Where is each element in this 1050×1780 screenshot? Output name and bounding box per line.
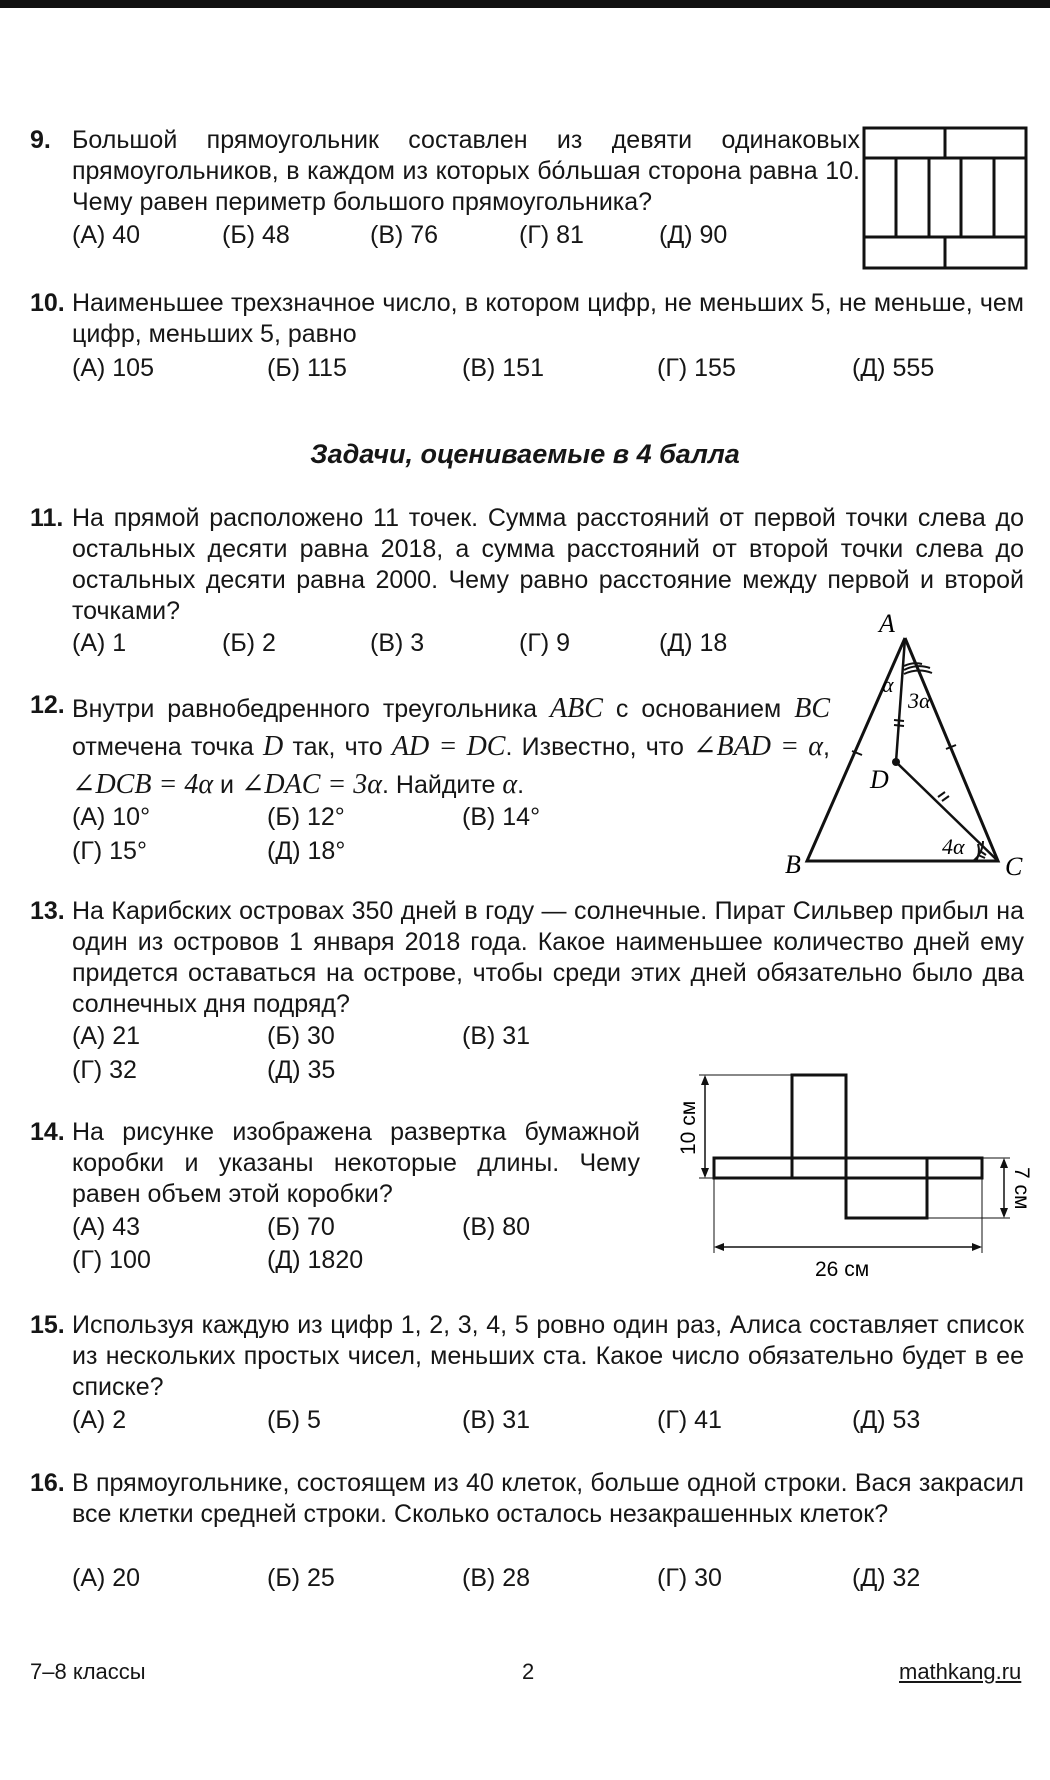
- label-3alpha: 3α: [908, 688, 931, 713]
- top-border: [0, 0, 1050, 8]
- answer-a[interactable]: (А) 43: [72, 1213, 141, 1241]
- footer-page-number: 2: [522, 1659, 535, 1684]
- answer-options: [72, 1021, 1050, 1052]
- label-26cm: 26 см: [815, 1258, 870, 1281]
- point-d-dot: [892, 758, 900, 766]
- answer-d[interactable]: (Г) 155: [657, 354, 736, 382]
- problem-text: В прямоугольнике, состоящем из 40 клеток, больше одной строки. Вася закрасил все клетки средней строки. Сколько осталось незакрашенных клеток?: [72, 1469, 1024, 1528]
- label-4alpha: 4α: [942, 834, 965, 859]
- answer-c[interactable]: (В) 76: [370, 221, 439, 249]
- label-a: A: [879, 609, 895, 638]
- answer-b[interactable]: (Б) 30: [267, 1022, 335, 1050]
- answer-a[interactable]: (А) 105: [72, 354, 154, 382]
- answer-b[interactable]: (Б) 25: [267, 1564, 335, 1592]
- problem-number: 16.: [30, 1469, 65, 1497]
- answer-c[interactable]: (В) 3: [370, 629, 425, 657]
- answer-b[interactable]: (Б) 48: [222, 221, 290, 249]
- footer-site-link[interactable]: mathkang.ru: [899, 1659, 1022, 1684]
- problem-number: 15.: [30, 1311, 65, 1339]
- problem-text: На прямой расположено 11 точек. Сумма расстояний от первой точки слева до остальных десяти равна 2018, а сумма расстояний от второй точки слева до остальных десяти равна 2000. Чему равно расстояние между первой и второй точками?: [72, 504, 1024, 625]
- triangle-figure: [780, 608, 1040, 880]
- answer-e[interactable]: (Д) 1820: [267, 1246, 364, 1274]
- answer-e[interactable]: (Д) 53: [852, 1406, 921, 1434]
- answer-d[interactable]: (Г) 15°: [72, 837, 147, 865]
- answer-c[interactable]: (В) 28: [462, 1564, 531, 1592]
- problem-text: Наименьшее трехзначное число, в котором цифр, не меньших 5, не меньше, чем цифр, меньших 5, равно: [72, 289, 1024, 348]
- label-b: B: [785, 850, 801, 879]
- answer-c[interactable]: (В) 151: [462, 354, 544, 382]
- answer-e[interactable]: (Д) 18°: [267, 837, 346, 865]
- label-alpha: α: [882, 672, 894, 697]
- problem-text: Используя каждую из цифр 1, 2, 3, 4, 5 ровно один раз, Алиса составляет список из нескольких простых чисел, меньших ста. Какое число обязательно будет в ее списке?: [72, 1311, 1024, 1401]
- answer-a[interactable]: (А) 40: [72, 221, 141, 249]
- answer-c[interactable]: (В) 14°: [462, 803, 541, 831]
- label-c: C: [1005, 852, 1023, 880]
- answer-b[interactable]: (Б) 12°: [267, 803, 345, 831]
- problem-text: Внутри равнобедренного треугольника ABC с основанием BC отмечена точка D так, что AD = DC. Известно, что ∠BAD = α, ∠DCB = 4α и ∠DAC = 3α. Найдите α.: [72, 693, 830, 800]
- problem-number: 14.: [30, 1118, 65, 1146]
- problem-number: 10.: [30, 289, 65, 317]
- answer-e[interactable]: (Д) 32: [852, 1564, 921, 1592]
- box-net-figure: [665, 1065, 1040, 1285]
- answer-options: [72, 1563, 1050, 1594]
- footer-grade: 7–8 классы: [30, 1659, 146, 1684]
- problem-text: На рисунке изображена развертка бумажной коробки и указаны некоторые длины. Чему равен объем этой коробки?: [72, 1118, 640, 1208]
- net-top-panel: [792, 1075, 846, 1178]
- problem-text: На Карибских островах 350 дней в году — солнечные. Пират Сильвер прибыл на один из островов 1 января 2018 года. Какое наименьшее количество дней ему придется оставаться на острове, чтобы среди этих дней обязательно было два солнечных дня подряд?: [72, 897, 1024, 1018]
- answer-b[interactable]: (Б) 5: [267, 1406, 321, 1434]
- problem-number: 12.: [30, 691, 65, 719]
- answer-d[interactable]: (Г) 81: [519, 221, 584, 249]
- net-main-strip: [714, 1158, 982, 1178]
- answer-e[interactable]: (Д) 18: [659, 629, 728, 657]
- answer-c[interactable]: (В) 31: [462, 1406, 531, 1434]
- answer-b[interactable]: (Б) 2: [222, 629, 276, 657]
- answer-e[interactable]: (Д) 90: [659, 221, 728, 249]
- answer-e[interactable]: (Д) 35: [267, 1056, 336, 1084]
- answer-c[interactable]: (В) 31: [462, 1022, 531, 1050]
- answer-a[interactable]: (А) 2: [72, 1406, 127, 1434]
- answer-d[interactable]: (Г) 41: [657, 1406, 722, 1434]
- problem-number: 11.: [30, 504, 64, 532]
- answer-d[interactable]: (Г) 32: [72, 1056, 137, 1084]
- label-7cm: 7 см: [1010, 1167, 1033, 1210]
- net-bottom-panel: [846, 1178, 927, 1218]
- answer-d[interactable]: (Г) 9: [519, 629, 571, 657]
- section-title: Задачи, оцениваемые в 4 балла: [310, 439, 740, 469]
- problem-number: 13.: [30, 897, 65, 925]
- label-10cm: 10 см: [677, 1100, 700, 1155]
- rectangles-figure: [862, 126, 1030, 271]
- answer-a[interactable]: (А) 1: [72, 629, 127, 657]
- answer-a[interactable]: (А) 20: [72, 1564, 141, 1592]
- answer-e[interactable]: (Д) 555: [852, 354, 935, 382]
- answer-d[interactable]: (Г) 30: [657, 1564, 722, 1592]
- problem-number: 9.: [30, 126, 51, 154]
- answer-d[interactable]: (Г) 100: [72, 1246, 151, 1274]
- answer-a[interactable]: (А) 10°: [72, 803, 151, 831]
- answer-b[interactable]: (Б) 115: [267, 354, 347, 382]
- answer-c[interactable]: (В) 80: [462, 1213, 531, 1241]
- answer-options: [72, 353, 1050, 384]
- problem-text: Большой прямоугольник составлен из девяти одинаковых прямоугольников, в каждом из которых бо́льшая сторона равна 10. Чему равен периметр большого прямоугольника?: [72, 126, 860, 216]
- answer-options: [72, 1405, 1050, 1436]
- answer-b[interactable]: (Б) 70: [267, 1213, 335, 1241]
- answer-a[interactable]: (А) 21: [72, 1022, 141, 1050]
- label-d: D: [870, 765, 889, 794]
